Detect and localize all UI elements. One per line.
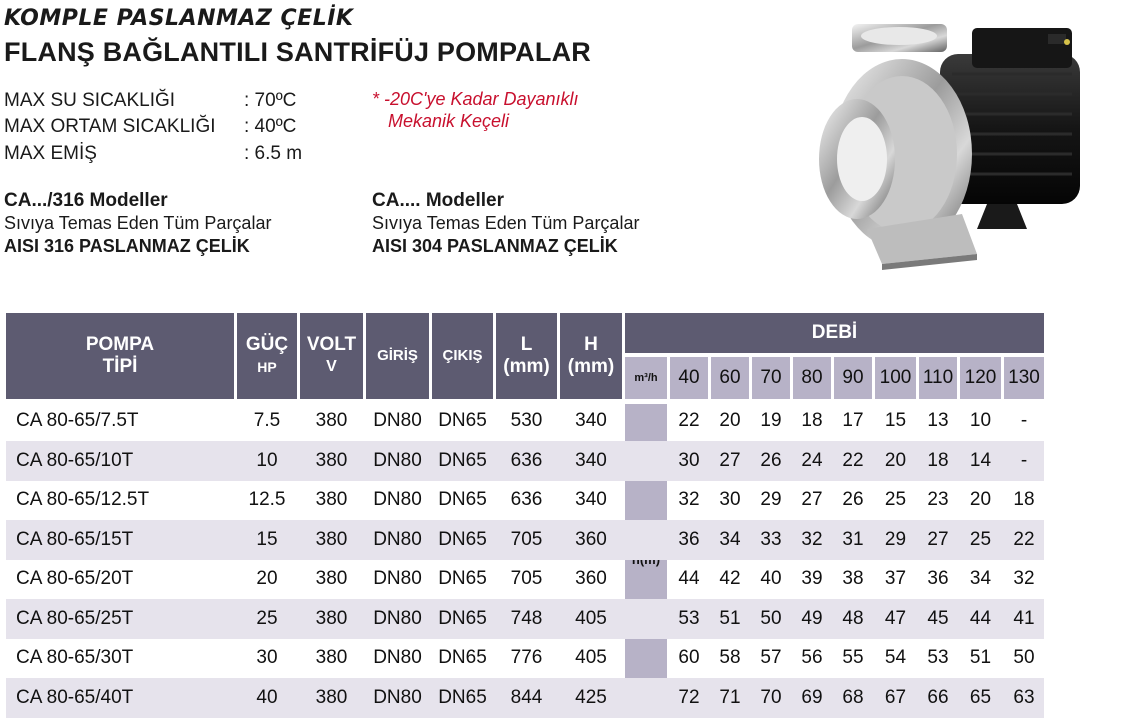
col-header-height bbox=[560, 313, 622, 399]
table-row bbox=[6, 401, 1044, 441]
cell-head-value: 44 bbox=[678, 568, 700, 589]
cell-model: CA 80-65/7.5T bbox=[16, 410, 139, 431]
cell-head-value: 13 bbox=[927, 410, 949, 431]
spec-label: MAX SU SICAKLIĞI bbox=[4, 90, 176, 111]
cell-outlet: DN65 bbox=[438, 686, 487, 708]
flow-value: 120 bbox=[960, 357, 1001, 399]
model-block-304 bbox=[372, 189, 639, 258]
cell-head-value: 27 bbox=[927, 528, 949, 550]
flow-value: 100 bbox=[875, 357, 916, 399]
cell-head-value: 30 bbox=[719, 489, 741, 510]
cell-height: 405 bbox=[575, 647, 607, 668]
header-text: HP bbox=[257, 359, 277, 375]
cell-length: 636 bbox=[510, 449, 543, 471]
cell-head-value: 25 bbox=[884, 489, 907, 510]
cell-head-value: 37 bbox=[884, 568, 907, 589]
cell-height: 360 bbox=[575, 568, 607, 589]
cell-power: 15 bbox=[256, 528, 278, 550]
cell-inlet: DN80 bbox=[373, 489, 422, 510]
header-text: VOLT bbox=[306, 334, 357, 355]
cell-head-value: 30 bbox=[678, 449, 700, 471]
cell-volt: 380 bbox=[315, 410, 348, 431]
cell-head-value: 50 bbox=[760, 607, 782, 629]
col-header-outlet bbox=[432, 313, 493, 399]
cell-inlet: DN80 bbox=[373, 528, 422, 550]
seal-note bbox=[372, 88, 579, 132]
cell-head-value: - bbox=[1020, 449, 1028, 471]
header-text: DEBİ bbox=[811, 322, 858, 343]
spec-value: : 70ºC bbox=[244, 90, 297, 111]
cell-outlet: DN65 bbox=[438, 568, 487, 589]
cell-inlet: DN80 bbox=[373, 568, 422, 589]
cell-head-value: 49 bbox=[801, 607, 823, 629]
cell-volt: 380 bbox=[315, 686, 348, 708]
cell-volt: 380 bbox=[315, 568, 348, 589]
cell-head-value: 32 bbox=[678, 489, 700, 510]
table-row bbox=[6, 638, 1044, 678]
cell-volt: 380 bbox=[315, 528, 348, 550]
spec-row bbox=[4, 90, 296, 112]
cell-head-value: - bbox=[1020, 410, 1028, 431]
cell-power: 25 bbox=[256, 607, 278, 629]
header-text: L bbox=[520, 334, 533, 355]
cell-head-value: 68 bbox=[842, 686, 864, 708]
cell-head-value: 22 bbox=[1013, 528, 1035, 550]
cell-head-value: 60 bbox=[678, 647, 700, 668]
header-text: POMPA bbox=[85, 334, 155, 355]
cell-height: 425 bbox=[575, 686, 607, 708]
header-text: V bbox=[326, 358, 337, 375]
cell-power: 40 bbox=[256, 686, 278, 708]
cell-height: 405 bbox=[575, 607, 607, 629]
cell-head-value: 54 bbox=[884, 647, 907, 668]
cell-power: 12.5 bbox=[248, 489, 286, 510]
cell-head-value: 34 bbox=[969, 568, 992, 589]
col-header-length bbox=[496, 313, 557, 399]
cell-head-value: 67 bbox=[884, 686, 907, 708]
cell-head-value: 19 bbox=[760, 410, 782, 431]
model-material: AISI 304 PASLANMAZ ÇELİK bbox=[372, 236, 618, 256]
cell-head-value: 27 bbox=[719, 449, 741, 471]
cell-head-value: 53 bbox=[927, 647, 949, 668]
spec-row bbox=[4, 143, 302, 165]
cell-head-value: 18 bbox=[927, 449, 949, 471]
spec-label: MAX EMİŞ bbox=[4, 143, 97, 164]
cell-length: 636 bbox=[510, 489, 543, 510]
cell-head-value: 70 bbox=[760, 686, 782, 708]
cell-volt: 380 bbox=[315, 607, 348, 629]
spec-label: MAX ORTAM SICAKLIĞI bbox=[4, 116, 216, 137]
cell-head-value: 40 bbox=[760, 568, 782, 589]
col-header-pump-type bbox=[6, 313, 234, 399]
col-header-power bbox=[237, 313, 297, 399]
cell-head-value: 15 bbox=[884, 410, 907, 431]
model-desc: Sıvıya Temas Eden Tüm Parçalar bbox=[372, 213, 640, 233]
cell-head-value: 34 bbox=[719, 528, 741, 550]
cell-height: 340 bbox=[575, 410, 607, 431]
cell-head-value: 38 bbox=[842, 568, 864, 589]
model-desc: Sıvıya Temas Eden Tüm Parçalar bbox=[4, 213, 272, 233]
cell-head-value: 18 bbox=[801, 410, 823, 431]
table-row bbox=[6, 520, 1044, 560]
cell-head-value: 27 bbox=[801, 489, 823, 510]
cell-head-value: 20 bbox=[719, 410, 741, 431]
spec-value: : 6.5 m bbox=[244, 143, 303, 164]
cell-outlet: DN65 bbox=[438, 449, 487, 471]
cell-head-value: 20 bbox=[969, 489, 992, 510]
header-text: GÜÇ bbox=[245, 334, 289, 355]
cell-model: CA 80-65/15T bbox=[16, 528, 134, 550]
header-text: H bbox=[584, 334, 598, 355]
cell-head-value: 31 bbox=[842, 528, 864, 550]
cell-power: 10 bbox=[256, 449, 278, 471]
cell-head-value: 66 bbox=[927, 686, 949, 708]
cell-volt: 380 bbox=[315, 449, 348, 471]
table-row bbox=[6, 678, 1044, 718]
flow-value: 70 bbox=[752, 357, 790, 399]
cell-outlet: DN65 bbox=[438, 607, 487, 629]
cell-head-value: 32 bbox=[1013, 568, 1035, 589]
header-text: (mm) bbox=[503, 356, 550, 377]
cell-head-value: 51 bbox=[719, 607, 741, 629]
cell-head-value: 53 bbox=[678, 607, 700, 629]
cell-model: CA 80-65/20T bbox=[16, 568, 134, 589]
cell-head-value: 25 bbox=[969, 528, 992, 550]
cell-head-value: 65 bbox=[969, 686, 992, 708]
cell-inlet: DN80 bbox=[373, 686, 422, 708]
cell-head-value: 29 bbox=[884, 528, 907, 550]
cell-outlet: DN65 bbox=[438, 647, 487, 668]
flow-value: 110 bbox=[919, 357, 957, 399]
note-line-2: Mekanik Keçeli bbox=[388, 111, 510, 131]
cell-height: 340 bbox=[575, 489, 607, 510]
cell-head-value: 57 bbox=[760, 647, 782, 668]
cell-inlet: DN80 bbox=[373, 607, 422, 629]
cell-length: 705 bbox=[510, 568, 543, 589]
cell-outlet: DN65 bbox=[438, 528, 487, 550]
col-header-inlet bbox=[366, 313, 429, 399]
cell-head-value: 45 bbox=[927, 607, 949, 629]
header-text: (mm) bbox=[567, 356, 615, 377]
cell-head-value: 32 bbox=[801, 528, 823, 550]
model-block-316 bbox=[4, 189, 271, 258]
cell-head-value: 42 bbox=[719, 568, 741, 589]
cell-head-value: 29 bbox=[760, 489, 782, 510]
cell-head-value: 58 bbox=[719, 647, 741, 668]
cell-height: 340 bbox=[575, 449, 607, 471]
cell-head-value: 69 bbox=[801, 686, 823, 708]
cell-length: 844 bbox=[510, 686, 543, 708]
spec-row bbox=[4, 116, 296, 138]
cell-power: 30 bbox=[256, 647, 278, 668]
cell-head-value: 24 bbox=[801, 449, 823, 471]
cell-inlet: DN80 bbox=[373, 647, 422, 668]
cell-inlet: DN80 bbox=[373, 449, 422, 471]
header-text: ÇIKIŞ bbox=[442, 347, 483, 364]
cell-head-value: 26 bbox=[760, 449, 782, 471]
flow-value: 40 bbox=[670, 357, 708, 399]
table-row bbox=[6, 480, 1044, 520]
flow-value: 90 bbox=[834, 357, 872, 399]
flow-unit: m³/h bbox=[625, 357, 667, 399]
cell-model: CA 80-65/40T bbox=[16, 686, 134, 708]
cell-head-value: 10 bbox=[969, 410, 992, 431]
cell-volt: 380 bbox=[315, 647, 348, 668]
cell-head-value: 36 bbox=[927, 568, 949, 589]
cell-head-value: 33 bbox=[760, 528, 782, 550]
cell-model: CA 80-65/12.5T bbox=[16, 489, 150, 510]
model-heading: CA.../316 Modeller bbox=[4, 190, 168, 211]
col-header-flow bbox=[625, 313, 1044, 353]
table-row bbox=[6, 441, 1044, 481]
cell-inlet: DN80 bbox=[373, 410, 422, 431]
cell-length: 705 bbox=[510, 528, 543, 550]
cell-head-value: 39 bbox=[801, 568, 823, 589]
cell-head-value: 41 bbox=[1013, 607, 1035, 629]
cell-head-value: 26 bbox=[842, 489, 864, 510]
cell-head-value: 71 bbox=[719, 686, 741, 708]
cell-head-value: 72 bbox=[678, 686, 700, 708]
flow-value: 80 bbox=[793, 357, 831, 399]
cell-outlet: DN65 bbox=[438, 489, 487, 510]
cell-head-value: 56 bbox=[801, 647, 823, 668]
cell-head-value: 18 bbox=[1013, 489, 1035, 510]
cell-head-value: 22 bbox=[678, 410, 700, 431]
cell-head-value: 51 bbox=[969, 647, 992, 668]
model-heading: CA.... Modeller bbox=[372, 190, 504, 211]
pump-illustration bbox=[812, 14, 1088, 276]
col-header-volt bbox=[300, 313, 363, 399]
cell-volt: 380 bbox=[315, 489, 348, 510]
cell-length: 748 bbox=[510, 607, 543, 629]
cell-power: 20 bbox=[256, 568, 278, 589]
cell-head-value: 50 bbox=[1013, 647, 1035, 668]
cell-head-value: 20 bbox=[884, 449, 907, 471]
flow-value: 60 bbox=[711, 357, 749, 399]
cell-head-value: 23 bbox=[927, 489, 949, 510]
cell-power: 7.5 bbox=[253, 410, 281, 431]
cell-head-value: 48 bbox=[842, 607, 864, 629]
table-row bbox=[6, 599, 1044, 639]
spec-value: : 40ºC bbox=[244, 116, 297, 137]
flow-value: 130 bbox=[1004, 357, 1044, 399]
cell-head-value: 14 bbox=[969, 449, 992, 471]
cell-head-value: 17 bbox=[842, 410, 864, 431]
cell-head-value: 22 bbox=[842, 449, 864, 471]
cell-model: CA 80-65/30T bbox=[16, 647, 134, 668]
cell-length: 776 bbox=[510, 647, 543, 668]
cell-outlet: DN65 bbox=[438, 410, 487, 431]
title-line-2: FLANŞ BAĞLANTILI SANTRİFÜJ POMPALAR bbox=[4, 37, 591, 67]
header-text: GİRİŞ bbox=[377, 347, 418, 364]
model-material: AISI 316 PASLANMAZ ÇELİK bbox=[4, 236, 250, 256]
cell-model: CA 80-65/10T bbox=[16, 449, 134, 471]
cell-length: 530 bbox=[510, 410, 543, 431]
cell-head-value: 44 bbox=[969, 607, 992, 629]
cell-head-value: 63 bbox=[1013, 686, 1035, 708]
cell-height: 360 bbox=[575, 528, 607, 550]
cell-head-value: 47 bbox=[884, 607, 907, 629]
note-line-1: * -20C'ye Kadar Dayanıklı bbox=[372, 89, 579, 109]
table-row bbox=[6, 559, 1044, 599]
cell-model: CA 80-65/25T bbox=[16, 607, 134, 629]
title-line-1: KOMPLE PASLANMAZ ÇELİK bbox=[4, 6, 354, 31]
header-text: TİPİ bbox=[102, 356, 138, 377]
cell-head-value: 55 bbox=[842, 647, 864, 668]
cell-head-value: 36 bbox=[678, 528, 700, 550]
